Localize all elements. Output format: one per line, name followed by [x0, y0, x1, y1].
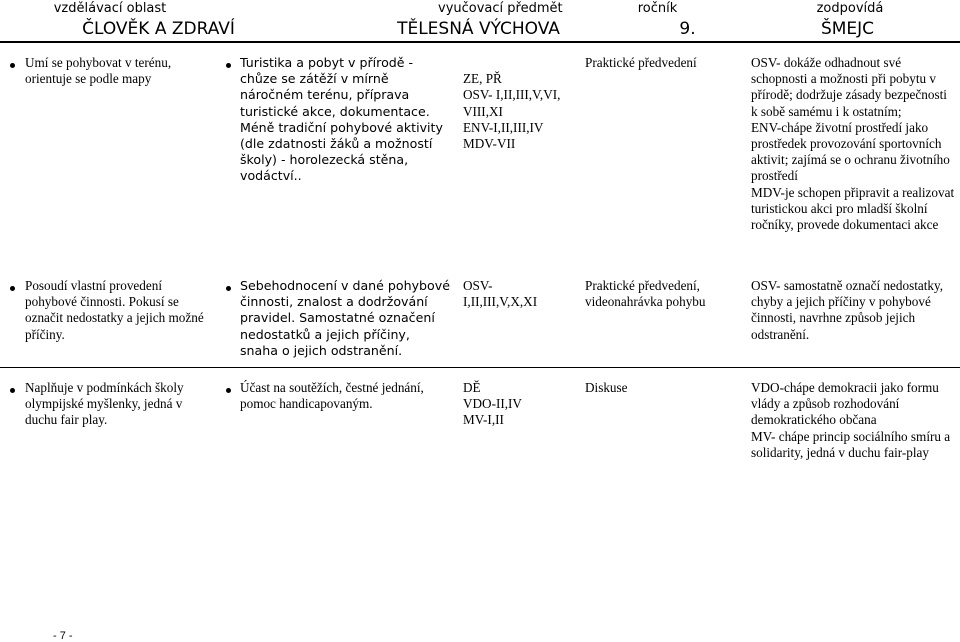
bullet-icon — [226, 63, 231, 68]
competencies-cell: OSV- samostatně označí nedostatky, chyby a jejich příčiny v pohybové činnosti, navrhne způsob jejich odstranění. — [751, 278, 944, 342]
header-area-value: ČLOVĚK A ZDRAVÍ — [82, 19, 235, 39]
methods-cell: Praktické předvedení — [585, 55, 697, 70]
methods-cell: Praktické předvedení, videonahrávka pohybu — [585, 278, 706, 310]
header-labels-row — [0, 0, 960, 17]
competencies-cell: OSV- dokáže odhadnout své schopnosti a možnosti při pobytu v přírodě; dodržuje zásady bezpečnosti k sobě samému i k ostatním; ENV-chápe životní prostředí jako prostředek provozování sportovních aktivit; zajímá se o ochranu životního prostředí MDV-je schopen připravit a realizovat turistickou akci pro mladší školní ročníky, provede dokumentaci akce — [751, 55, 955, 233]
header-values-row — [0, 17, 960, 41]
header-grade-label: ročník — [637, 1, 678, 16]
bullet-icon — [10, 286, 15, 291]
topics-text: ZE, PŘ OSV- I,II,III,V,VI, VIII,XI ENV-I,II,III,IV MDV-VII — [463, 71, 561, 152]
content-cell: Turistika a pobyt v přírodě - chůze se zátěží v mírně náročném terénu, příprava turistické akce, dokumentace. Méně tradiční pohybové aktivity (dle zdatnosti žáků a možností školy) - horolezecká stěna, vodáctví.. — [240, 55, 443, 184]
bullet-icon — [226, 286, 231, 291]
header-teacher-label: zodpovídá — [816, 1, 884, 16]
content-cell: Sebehodnocení v dané pohybové činnosti, znalost a dodržování pravidel. Samostatné označení nedostatků a jejich příčiny, snaha o jejich odstranění. — [240, 278, 450, 358]
header-subject-label: vyučovací předmět — [438, 1, 563, 16]
header-grade-value: 9. — [679, 19, 696, 39]
header-area-label: vzdělávací oblast — [53, 1, 167, 16]
methods-cell: Diskuse — [585, 380, 628, 395]
outcome-cell: Naplňuje v podmínkách školy olympijské myšlenky, jedná v duchu fair play. — [25, 380, 184, 428]
header-subject-value: TĚLESNÁ VÝCHOVA — [397, 19, 560, 39]
topics-cell: OSV- I,II,III,V,X,XI — [463, 278, 538, 310]
page-number: - 7 - — [53, 630, 73, 642]
header-teacher-value: ŠMEJC — [820, 19, 875, 39]
content-cell: Účast na soutěžích, čestné jednání, pomoc handicapovaným. — [240, 380, 424, 412]
outcome-cell: Posoudí vlastní provedení pohybové činnosti. Pokusí se označit nedostatky a jejich možné příčiny. — [25, 278, 204, 342]
table-top-border — [0, 41, 960, 43]
bullet-icon — [226, 388, 231, 393]
bullet-icon — [10, 388, 15, 393]
competencies-cell: VDO-chápe demokracii jako formu vlády a způsob rozhodování demokratického občana MV- chápe princip sociálního smíru a solidarity, jedná v duchu fair-play — [751, 380, 951, 460]
topics-cell: DĚ VDO-II,IV MV-I,II — [463, 380, 522, 428]
topics-cell — [463, 55, 581, 168]
outcome-cell: Umí se pohybovat v terénu, orientuje se podle mapy — [25, 55, 172, 87]
bullet-icon — [10, 63, 15, 68]
row-divider — [0, 367, 960, 368]
